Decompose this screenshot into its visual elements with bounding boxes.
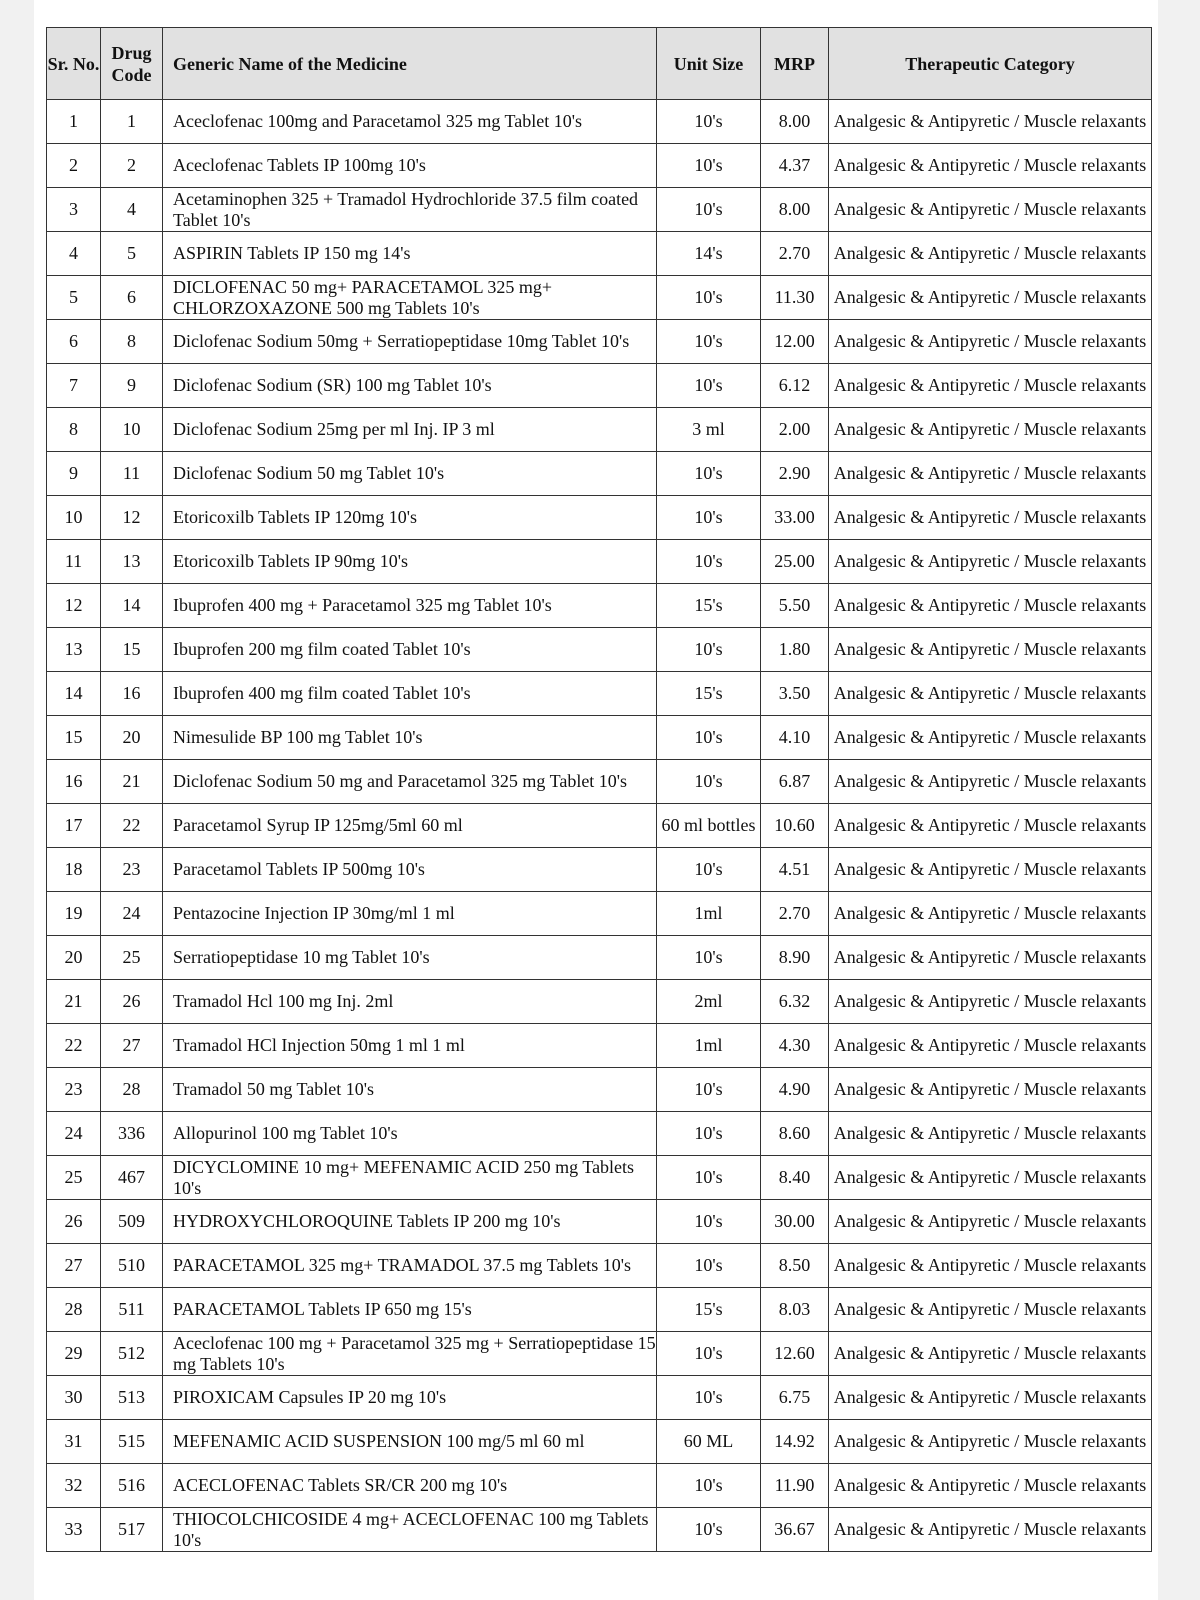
sr-no-cell: 3 [47, 188, 101, 232]
therapeutic-category-cell: Analgesic & Antipyretic / Muscle relaxants [829, 1508, 1152, 1552]
table-row [47, 144, 1152, 188]
table-row [47, 496, 1152, 540]
unit-size-cell: 10's [657, 628, 761, 672]
sr-no-cell: 7 [47, 364, 101, 408]
therapeutic-category-cell: Analgesic & Antipyretic / Muscle relaxants [829, 1244, 1152, 1288]
mrp-cell: 14.92 [761, 1420, 829, 1464]
header-sr-no: Sr. No. [47, 28, 101, 100]
mrp-cell: 4.90 [761, 1068, 829, 1112]
mrp-cell: 2.00 [761, 408, 829, 452]
therapeutic-category-cell: Analgesic & Antipyretic / Muscle relaxants [829, 1376, 1152, 1420]
unit-size-cell: 10's [657, 1200, 761, 1244]
generic-name-cell: Paracetamol Tablets IP 500mg 10's [163, 848, 657, 892]
therapeutic-category-cell: Analgesic & Antipyretic / Muscle relaxants [829, 1464, 1152, 1508]
drug-code-cell: 20 [101, 716, 163, 760]
table-row [47, 408, 1152, 452]
table-row [47, 936, 1152, 980]
generic-name-cell: DICLOFENAC 50 mg+ PARACETAMOL 325 mg+ CHLORZOXAZONE 500 mg Tablets 10's [163, 276, 657, 320]
drug-code-cell: 8 [101, 320, 163, 364]
generic-name-cell: ASPIRIN Tablets IP 150 mg 14's [163, 232, 657, 276]
table-row [47, 848, 1152, 892]
mrp-cell: 8.50 [761, 1244, 829, 1288]
table-row [47, 320, 1152, 364]
sr-no-cell: 9 [47, 452, 101, 496]
therapeutic-category-cell: Analgesic & Antipyretic / Muscle relaxants [829, 848, 1152, 892]
unit-size-cell: 10's [657, 496, 761, 540]
table-row [47, 364, 1152, 408]
unit-size-cell: 2ml [657, 980, 761, 1024]
mrp-cell: 4.30 [761, 1024, 829, 1068]
table-row [47, 232, 1152, 276]
generic-name-cell: Etoricoxilb Tablets IP 90mg 10's [163, 540, 657, 584]
therapeutic-category-cell: Analgesic & Antipyretic / Muscle relaxants [829, 1112, 1152, 1156]
header-mrp: MRP [761, 28, 829, 100]
table-row [47, 100, 1152, 144]
generic-name-cell: THIOCOLCHICOSIDE 4 mg+ ACECLOFENAC 100 mg Tablets 10's [163, 1508, 657, 1552]
drug-code-cell: 512 [101, 1332, 163, 1376]
sr-no-cell: 29 [47, 1332, 101, 1376]
unit-size-cell: 10's [657, 100, 761, 144]
mrp-cell: 12.60 [761, 1332, 829, 1376]
sr-no-cell: 16 [47, 760, 101, 804]
table-row [47, 1024, 1152, 1068]
mrp-cell: 2.70 [761, 892, 829, 936]
generic-name-cell: Diclofenac Sodium 50mg + Serratiopeptidase 10mg Tablet 10's [163, 320, 657, 364]
sr-no-cell: 17 [47, 804, 101, 848]
header-unit-size: Unit Size [657, 28, 761, 100]
mrp-cell: 6.87 [761, 760, 829, 804]
mrp-cell: 10.60 [761, 804, 829, 848]
therapeutic-category-cell: Analgesic & Antipyretic / Muscle relaxants [829, 408, 1152, 452]
drug-code-cell: 9 [101, 364, 163, 408]
generic-name-cell: Tramadol Hcl 100 mg Inj. 2ml [163, 980, 657, 1024]
header-therapeutic-category: Therapeutic Category [829, 28, 1152, 100]
drug-code-cell: 26 [101, 980, 163, 1024]
sr-no-cell: 2 [47, 144, 101, 188]
generic-name-cell: Diclofenac Sodium 25mg per ml Inj. IP 3 ml [163, 408, 657, 452]
unit-size-cell: 10's [657, 540, 761, 584]
drug-code-cell: 23 [101, 848, 163, 892]
mrp-cell: 1.80 [761, 628, 829, 672]
table-row [47, 804, 1152, 848]
generic-name-cell: Etoricoxilb Tablets IP 120mg 10's [163, 496, 657, 540]
generic-name-cell: Acetaminophen 325 + Tramadol Hydrochloride 37.5 film coated Tablet 10's [163, 188, 657, 232]
mrp-cell: 4.37 [761, 144, 829, 188]
generic-name-cell: PARACETAMOL 325 mg+ TRAMADOL 37.5 mg Tablets 10's [163, 1244, 657, 1288]
mrp-cell: 2.70 [761, 232, 829, 276]
drug-code-cell: 24 [101, 892, 163, 936]
mrp-cell: 8.03 [761, 1288, 829, 1332]
table-row [47, 1112, 1152, 1156]
table-row [47, 1288, 1152, 1332]
drug-code-cell: 4 [101, 188, 163, 232]
table-row [47, 892, 1152, 936]
unit-size-cell: 10's [657, 1156, 761, 1200]
drug-code-cell: 11 [101, 452, 163, 496]
unit-size-cell: 10's [657, 276, 761, 320]
generic-name-cell: Nimesulide BP 100 mg Tablet 10's [163, 716, 657, 760]
medicine-price-table [46, 27, 1152, 1552]
generic-name-cell: Ibuprofen 200 mg film coated Tablet 10's [163, 628, 657, 672]
therapeutic-category-cell: Analgesic & Antipyretic / Muscle relaxants [829, 1332, 1152, 1376]
therapeutic-category-cell: Analgesic & Antipyretic / Muscle relaxants [829, 804, 1152, 848]
sr-no-cell: 15 [47, 716, 101, 760]
generic-name-cell: Allopurinol 100 mg Tablet 10's [163, 1112, 657, 1156]
generic-name-cell: PARACETAMOL Tablets IP 650 mg 15's [163, 1288, 657, 1332]
therapeutic-category-cell: Analgesic & Antipyretic / Muscle relaxants [829, 980, 1152, 1024]
generic-name-cell: ACECLOFENAC Tablets SR/CR 200 mg 10's [163, 1464, 657, 1508]
unit-size-cell: 10's [657, 1332, 761, 1376]
mrp-cell: 4.10 [761, 716, 829, 760]
drug-code-cell: 10 [101, 408, 163, 452]
therapeutic-category-cell: Analgesic & Antipyretic / Muscle relaxants [829, 276, 1152, 320]
drug-code-cell: 513 [101, 1376, 163, 1420]
therapeutic-category-cell: Analgesic & Antipyretic / Muscle relaxants [829, 584, 1152, 628]
generic-name-cell: Tramadol HCl Injection 50mg 1 ml 1 ml [163, 1024, 657, 1068]
drug-code-cell: 2 [101, 144, 163, 188]
drug-code-cell: 28 [101, 1068, 163, 1112]
therapeutic-category-cell: Analgesic & Antipyretic / Muscle relaxants [829, 540, 1152, 584]
table-row [47, 760, 1152, 804]
therapeutic-category-cell: Analgesic & Antipyretic / Muscle relaxants [829, 936, 1152, 980]
unit-size-cell: 10's [657, 1112, 761, 1156]
mrp-cell: 36.67 [761, 1508, 829, 1552]
mrp-cell: 11.90 [761, 1464, 829, 1508]
mrp-cell: 5.50 [761, 584, 829, 628]
sr-no-cell: 30 [47, 1376, 101, 1420]
drug-code-cell: 510 [101, 1244, 163, 1288]
table-row [47, 1420, 1152, 1464]
drug-code-cell: 25 [101, 936, 163, 980]
drug-code-cell: 15 [101, 628, 163, 672]
generic-name-cell: Paracetamol Syrup IP 125mg/5ml 60 ml [163, 804, 657, 848]
sr-no-cell: 28 [47, 1288, 101, 1332]
generic-name-cell: Ibuprofen 400 mg + Paracetamol 325 mg Tablet 10's [163, 584, 657, 628]
sr-no-cell: 1 [47, 100, 101, 144]
sr-no-cell: 4 [47, 232, 101, 276]
mrp-cell: 6.32 [761, 980, 829, 1024]
table-row [47, 1068, 1152, 1112]
therapeutic-category-cell: Analgesic & Antipyretic / Muscle relaxants [829, 892, 1152, 936]
mrp-cell: 2.90 [761, 452, 829, 496]
mrp-cell: 3.50 [761, 672, 829, 716]
therapeutic-category-cell: Analgesic & Antipyretic / Muscle relaxants [829, 672, 1152, 716]
generic-name-cell: DICYCLOMINE 10 mg+ MEFENAMIC ACID 250 mg Tablets 10's [163, 1156, 657, 1200]
sr-no-cell: 22 [47, 1024, 101, 1068]
table-row [47, 1464, 1152, 1508]
table-row [47, 276, 1152, 320]
unit-size-cell: 10's [657, 936, 761, 980]
therapeutic-category-cell: Analgesic & Antipyretic / Muscle relaxants [829, 1288, 1152, 1332]
table-row [47, 452, 1152, 496]
unit-size-cell: 10's [657, 364, 761, 408]
table-row [47, 1156, 1152, 1200]
generic-name-cell: Serratiopeptidase 10 mg Tablet 10's [163, 936, 657, 980]
sr-no-cell: 13 [47, 628, 101, 672]
mrp-cell: 8.00 [761, 188, 829, 232]
table-row [47, 672, 1152, 716]
unit-size-cell: 10's [657, 716, 761, 760]
generic-name-cell: Diclofenac Sodium 50 mg Tablet 10's [163, 452, 657, 496]
unit-size-cell: 1ml [657, 1024, 761, 1068]
table-row [47, 1332, 1152, 1376]
table-body [47, 100, 1152, 1552]
table-row [47, 628, 1152, 672]
drug-code-cell: 467 [101, 1156, 163, 1200]
therapeutic-category-cell: Analgesic & Antipyretic / Muscle relaxants [829, 188, 1152, 232]
sr-no-cell: 21 [47, 980, 101, 1024]
therapeutic-category-cell: Analgesic & Antipyretic / Muscle relaxants [829, 760, 1152, 804]
sr-no-cell: 19 [47, 892, 101, 936]
generic-name-cell: PIROXICAM Capsules IP 20 mg 10's [163, 1376, 657, 1420]
drug-code-cell: 12 [101, 496, 163, 540]
therapeutic-category-cell: Analgesic & Antipyretic / Muscle relaxants [829, 1156, 1152, 1200]
unit-size-cell: 10's [657, 1464, 761, 1508]
generic-name-cell: Pentazocine Injection IP 30mg/ml 1 ml [163, 892, 657, 936]
sr-no-cell: 12 [47, 584, 101, 628]
drug-code-cell: 22 [101, 804, 163, 848]
mrp-cell: 6.12 [761, 364, 829, 408]
drug-code-cell: 1 [101, 100, 163, 144]
table-row [47, 188, 1152, 232]
unit-size-cell: 10's [657, 188, 761, 232]
unit-size-cell: 10's [657, 1068, 761, 1112]
header-drug-code: Drug Code [101, 28, 163, 100]
drug-code-cell: 516 [101, 1464, 163, 1508]
drug-code-cell: 6 [101, 276, 163, 320]
therapeutic-category-cell: Analgesic & Antipyretic / Muscle relaxants [829, 1024, 1152, 1068]
sr-no-cell: 11 [47, 540, 101, 584]
sr-no-cell: 8 [47, 408, 101, 452]
therapeutic-category-cell: Analgesic & Antipyretic / Muscle relaxants [829, 1200, 1152, 1244]
generic-name-cell: Aceclofenac 100 mg + Paracetamol 325 mg + Serratiopeptidase 15 mg Tablets 10's [163, 1332, 657, 1376]
therapeutic-category-cell: Analgesic & Antipyretic / Muscle relaxants [829, 320, 1152, 364]
sr-no-cell: 25 [47, 1156, 101, 1200]
generic-name-cell: Aceclofenac 100mg and Paracetamol 325 mg Tablet 10's [163, 100, 657, 144]
generic-name-cell: Tramadol 50 mg Tablet 10's [163, 1068, 657, 1112]
sr-no-cell: 27 [47, 1244, 101, 1288]
mrp-cell: 11.30 [761, 276, 829, 320]
mrp-cell: 12.00 [761, 320, 829, 364]
document-page [34, 0, 1158, 1600]
table-row [47, 1200, 1152, 1244]
sr-no-cell: 10 [47, 496, 101, 540]
unit-size-cell: 1ml [657, 892, 761, 936]
table-row [47, 584, 1152, 628]
unit-size-cell: 60 ml bottles [657, 804, 761, 848]
mrp-cell: 6.75 [761, 1376, 829, 1420]
drug-code-cell: 16 [101, 672, 163, 716]
generic-name-cell: Ibuprofen 400 mg film coated Tablet 10's [163, 672, 657, 716]
unit-size-cell: 10's [657, 320, 761, 364]
unit-size-cell: 10's [657, 1508, 761, 1552]
table-row [47, 1244, 1152, 1288]
unit-size-cell: 10's [657, 1376, 761, 1420]
therapeutic-category-cell: Analgesic & Antipyretic / Muscle relaxants [829, 496, 1152, 540]
table-row [47, 540, 1152, 584]
header-generic-name: Generic Name of the Medicine [163, 28, 657, 100]
drug-code-cell: 21 [101, 760, 163, 804]
mrp-cell: 33.00 [761, 496, 829, 540]
unit-size-cell: 15's [657, 1288, 761, 1332]
sr-no-cell: 6 [47, 320, 101, 364]
therapeutic-category-cell: Analgesic & Antipyretic / Muscle relaxants [829, 100, 1152, 144]
drug-code-cell: 336 [101, 1112, 163, 1156]
unit-size-cell: 10's [657, 1244, 761, 1288]
sr-no-cell: 32 [47, 1464, 101, 1508]
unit-size-cell: 10's [657, 452, 761, 496]
sr-no-cell: 33 [47, 1508, 101, 1552]
sr-no-cell: 18 [47, 848, 101, 892]
unit-size-cell: 15's [657, 672, 761, 716]
drug-code-cell: 27 [101, 1024, 163, 1068]
mrp-cell: 4.51 [761, 848, 829, 892]
unit-size-cell: 60 ML [657, 1420, 761, 1464]
drug-code-cell: 517 [101, 1508, 163, 1552]
mrp-cell: 8.90 [761, 936, 829, 980]
mrp-cell: 30.00 [761, 1200, 829, 1244]
table-header-row [47, 28, 1152, 100]
drug-code-cell: 509 [101, 1200, 163, 1244]
drug-code-cell: 13 [101, 540, 163, 584]
therapeutic-category-cell: Analgesic & Antipyretic / Muscle relaxants [829, 1068, 1152, 1112]
unit-size-cell: 14's [657, 232, 761, 276]
therapeutic-category-cell: Analgesic & Antipyretic / Muscle relaxants [829, 716, 1152, 760]
drug-code-cell: 14 [101, 584, 163, 628]
generic-name-cell: HYDROXYCHLOROQUINE Tablets IP 200 mg 10's [163, 1200, 657, 1244]
therapeutic-category-cell: Analgesic & Antipyretic / Muscle relaxants [829, 1420, 1152, 1464]
drug-code-cell: 5 [101, 232, 163, 276]
sr-no-cell: 14 [47, 672, 101, 716]
sr-no-cell: 24 [47, 1112, 101, 1156]
generic-name-cell: Diclofenac Sodium (SR) 100 mg Tablet 10's [163, 364, 657, 408]
mrp-cell: 8.00 [761, 100, 829, 144]
table-row [47, 716, 1152, 760]
sr-no-cell: 26 [47, 1200, 101, 1244]
generic-name-cell: MEFENAMIC ACID SUSPENSION 100 mg/5 ml 60 ml [163, 1420, 657, 1464]
table-row [47, 1508, 1152, 1552]
therapeutic-category-cell: Analgesic & Antipyretic / Muscle relaxants [829, 232, 1152, 276]
unit-size-cell: 10's [657, 760, 761, 804]
generic-name-cell: Aceclofenac Tablets IP 100mg 10's [163, 144, 657, 188]
table-row [47, 980, 1152, 1024]
unit-size-cell: 15's [657, 584, 761, 628]
drug-code-cell: 511 [101, 1288, 163, 1332]
sr-no-cell: 23 [47, 1068, 101, 1112]
therapeutic-category-cell: Analgesic & Antipyretic / Muscle relaxants [829, 628, 1152, 672]
sr-no-cell: 31 [47, 1420, 101, 1464]
mrp-cell: 8.60 [761, 1112, 829, 1156]
therapeutic-category-cell: Analgesic & Antipyretic / Muscle relaxants [829, 144, 1152, 188]
sr-no-cell: 5 [47, 276, 101, 320]
unit-size-cell: 10's [657, 144, 761, 188]
drug-code-cell: 515 [101, 1420, 163, 1464]
unit-size-cell: 3 ml [657, 408, 761, 452]
therapeutic-category-cell: Analgesic & Antipyretic / Muscle relaxants [829, 364, 1152, 408]
table-row [47, 1376, 1152, 1420]
therapeutic-category-cell: Analgesic & Antipyretic / Muscle relaxants [829, 452, 1152, 496]
unit-size-cell: 10's [657, 848, 761, 892]
mrp-cell: 8.40 [761, 1156, 829, 1200]
sr-no-cell: 20 [47, 936, 101, 980]
mrp-cell: 25.00 [761, 540, 829, 584]
generic-name-cell: Diclofenac Sodium 50 mg and Paracetamol 325 mg Tablet 10's [163, 760, 657, 804]
